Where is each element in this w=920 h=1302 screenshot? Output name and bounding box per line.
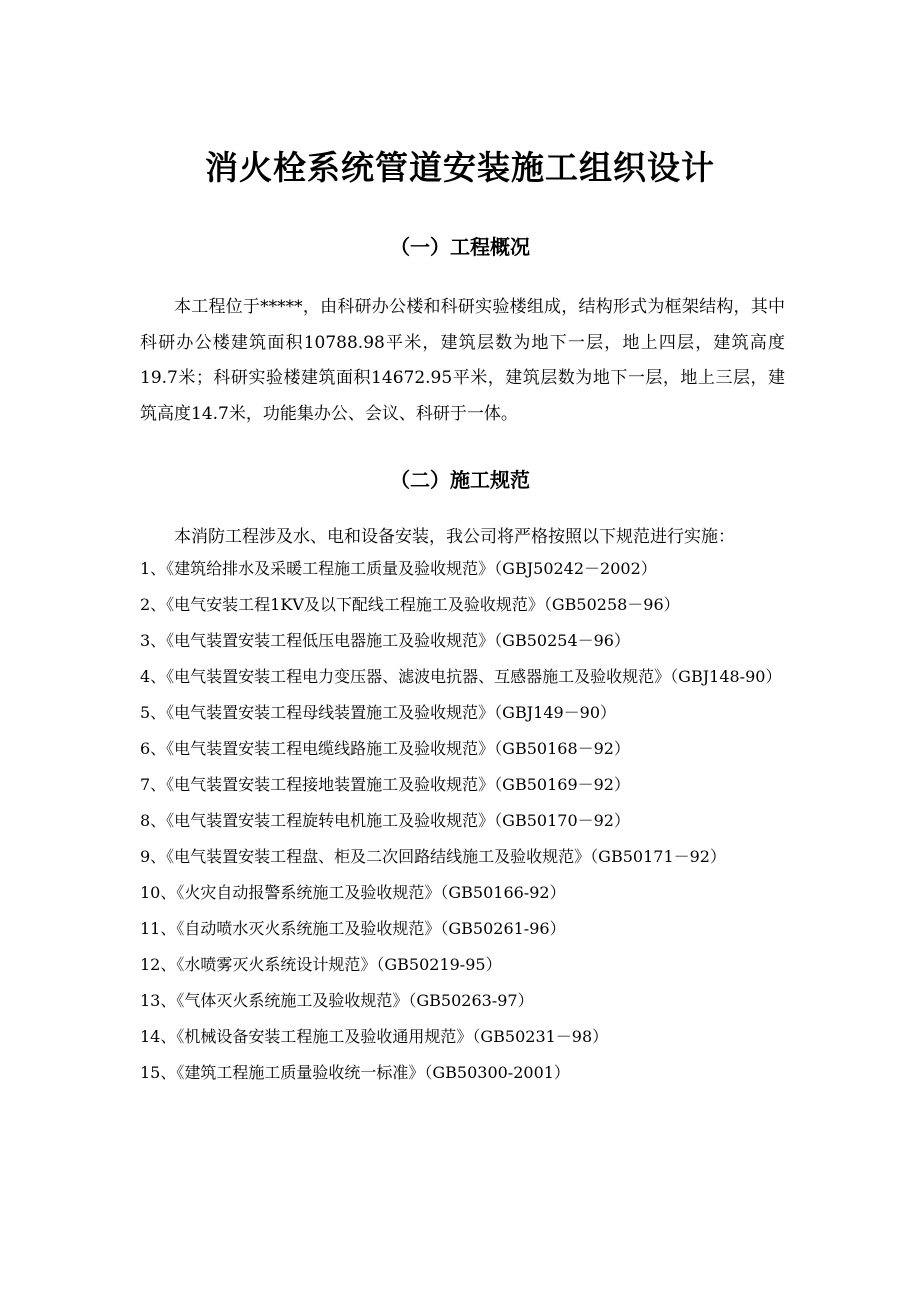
list-item: 6、《电气装置安装工程电缆线路施工及验收规范》（GB50168－92）	[140, 739, 630, 758]
list-item: 4、《电气装置安装工程电力变压器、滤波电抗器、互感器施工及验收规范》（GBJ148-90）	[140, 667, 782, 686]
list-item: 14、《机械设备安装工程施工及验收通用规范》（GB50231－98）	[140, 1027, 609, 1046]
list-item: 15、《建筑工程施工质量验收统一标准》（GB50300-2001）	[140, 1063, 570, 1082]
list-item: 7、《电气装置安装工程接地装置施工及验收规范》（GB50169－92）	[140, 775, 630, 794]
section-heading-standards: （二）施工规范	[390, 468, 530, 492]
document-title: 消火栓系统管道安装施工组织设计	[205, 148, 715, 187]
list-item: 2、《电气安装工程1KV及以下配线工程施工及验收规范》（GB50258－96）	[140, 595, 680, 614]
list-item: 11、《自动喷水灭火系统施工及验收规范》（GB50261-96）	[140, 919, 566, 938]
standards-intro: 本消防工程涉及水、电和设备安装，我公司将严格按照以下规范进行实施：	[174, 527, 735, 547]
list-item: 3、《电气装置安装工程低压电器施工及验收规范》（GB50254－96）	[140, 631, 630, 650]
overview-paragraph: 本工程位于*****，由科研办公楼和科研实验楼组成，结构形式为框架结构，其中科研办公楼建筑面积10788.98平米，建筑层数为地下一层，地上四层，建筑高度19.7米；科研实验楼建筑面积14672.95平米，建筑层数为地下一层，地上三层，建筑高度14.7米，功能集办公、会议、科研于一体。	[140, 297, 785, 424]
section-heading-overview: （一）工程概况	[390, 235, 530, 259]
list-item: 5、《电气装置安装工程母线装置施工及验收规范》（GBJ149－90）	[140, 703, 617, 722]
list-item: 8、《电气装置安装工程旋转电机施工及验收规范》（GB50170－92）	[140, 811, 630, 830]
list-item: 12、《水喷雾灭火系统设计规范》（GB50219-95）	[140, 955, 502, 974]
standards-list	[140, 551, 780, 1091]
list-item: 9、《电气装置安装工程盘、柜及二次回路结线施工及验收规范》（GB50171－92）	[140, 847, 726, 866]
list-item: 1、《建筑给排水及采暖工程施工质量及验收规范》（GBJ50242－2002）	[140, 559, 657, 578]
list-item: 10、《火灾自动报警系统施工及验收规范》（GB50166-92）	[140, 883, 566, 902]
list-item: 13、《气体灭火系统施工及验收规范》（GB50263-97）	[140, 991, 534, 1010]
